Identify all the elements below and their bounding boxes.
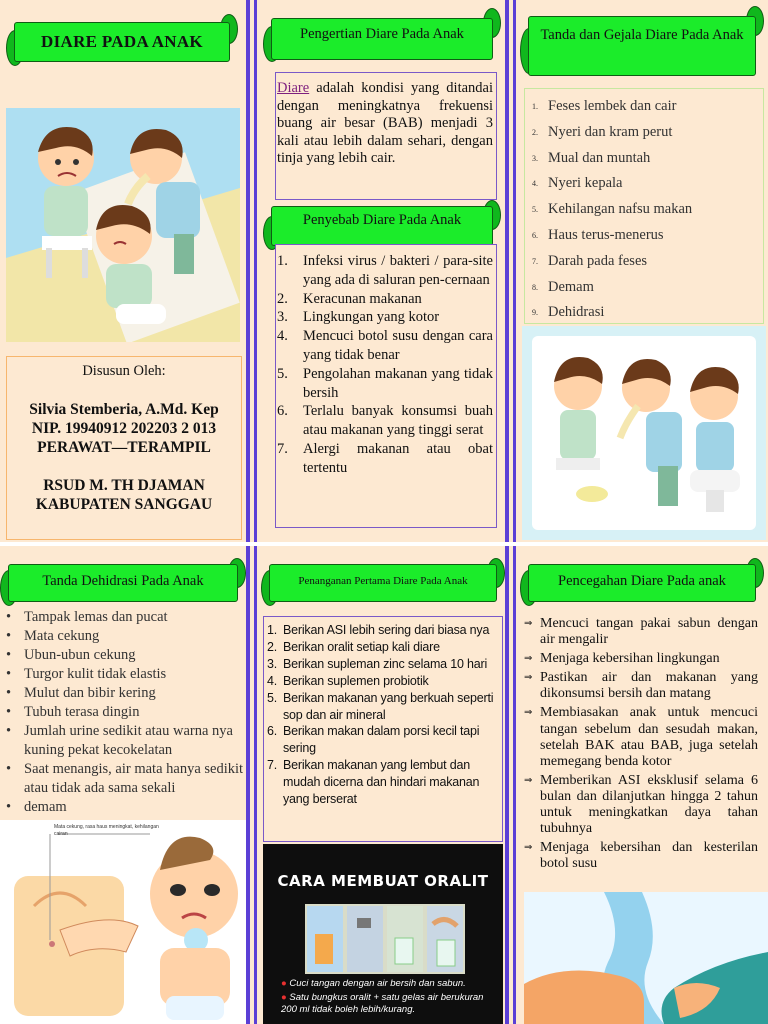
definition-title: Pengertian Diare Pada Anak xyxy=(300,26,464,42)
panel-definition-causes xyxy=(257,0,505,542)
panel-dehydration xyxy=(0,546,246,1024)
list-item: • Saat menangis, air mata hanya sedikit atau tidak ada sama sekali xyxy=(6,761,244,796)
cover-title: DIARE PADA ANAK xyxy=(41,32,203,51)
dehydration-illustration xyxy=(0,820,246,1024)
list-item: 7. Darah pada feses xyxy=(532,252,648,269)
list-item: 5. Berikan makanan yang berkuah seperti sop dan air mineral xyxy=(267,690,494,722)
red-bullet-icon: ● xyxy=(281,992,287,1003)
first-aid-list xyxy=(267,622,499,808)
list-item: ⇒ Memberikan ASI eksklusif selama 6 bulan dan dilanjutkan hingga 2 tahun untuk meningkatkan daya tahan tubuhnya xyxy=(524,772,758,837)
list-item: 1. Feses lembek dan cair xyxy=(532,98,677,114)
symptom-illustration xyxy=(522,326,766,540)
list-item: 2. Nyeri dan kram perut xyxy=(532,123,673,140)
first-aid-title-ribbon xyxy=(261,556,505,612)
definition-text xyxy=(277,80,493,168)
dehydration-title-ribbon xyxy=(0,556,246,612)
column-divider-1 xyxy=(246,0,250,1024)
list-item: 8. Demam xyxy=(532,278,594,295)
list-item: 2. Keracunan makanan xyxy=(277,290,422,307)
red-bullet-icon: ● xyxy=(281,978,287,989)
author-name: Silvia Stemberia, A.Md. Kep xyxy=(29,401,219,418)
list-item: 4. Nyeri kepala xyxy=(532,175,623,192)
list-item: • Tampak lemas dan pucat xyxy=(6,609,168,625)
symptom-title-ribbon xyxy=(520,4,764,88)
list-item: • demam xyxy=(6,799,67,815)
diare-link[interactable]: Diare xyxy=(277,80,310,96)
panel-first-aid xyxy=(257,546,505,1024)
arrow-icon: ⇒ xyxy=(524,618,533,629)
list-item: 4. Berikan suplemen probiotik xyxy=(267,673,429,688)
list-item: 5. Kehilangan nafsu makan xyxy=(532,201,693,218)
list-item: 3. Lingkungan yang kotor xyxy=(277,309,440,326)
list-item: 7. Alergi makanan atau obat tertentu xyxy=(277,440,493,476)
list-item: • Turgor kulit tidak elastis xyxy=(6,666,167,682)
oralit-poster xyxy=(263,844,503,1024)
oralit-photos xyxy=(305,904,465,974)
list-item: • Jumlah urine sedikit atau warna nya kuning pekat kecokelatan xyxy=(6,723,233,758)
list-item: 6. Haus terus-menerus xyxy=(532,226,664,243)
list-item: ⇒ Mencuci tangan pakai sabun dengan air mengalir xyxy=(524,616,758,648)
composed-by-label: Disusun Oleh: xyxy=(82,363,166,379)
handwashing-illustration xyxy=(524,892,768,1024)
arrow-icon: ⇒ xyxy=(524,707,533,719)
list-item: 3. Mual dan muntah xyxy=(532,149,651,166)
list-item: 9. Dehidrasi xyxy=(532,304,605,321)
prevention-list xyxy=(524,616,758,872)
list-item: 4. Mencuci botol susu dengan cara yang tidak benar xyxy=(277,328,493,363)
oralit-title: CARA MEMBUAT ORALIT xyxy=(277,872,489,890)
first-aid-title: Penanganan Pertama Diare Pada Anak xyxy=(298,575,468,587)
list-item: • Mata cekung xyxy=(6,628,100,644)
cause-title: Penyebab Diare Pada Anak xyxy=(302,212,462,228)
list-item: 5. Pengolahan makanan yang tidak bersih xyxy=(277,365,493,401)
list-item: 6. Berikan makan dalam porsi kecil tapi sering xyxy=(267,724,480,756)
author-nip: NIP. 19940912 202203 2 013 xyxy=(31,420,217,437)
panel-symptoms xyxy=(516,0,768,542)
arrow-icon: ⇒ xyxy=(524,653,533,665)
list-item: ⇒ Menjaga kebersihan dan kesterilan botol susu xyxy=(524,840,758,872)
list-item: ⇒ Pastikan air dan makanan yang dikonsumsi bersih dan matang xyxy=(524,670,758,702)
author-role: PERAWAT—TERAMPIL xyxy=(37,439,211,456)
arrow-icon: ⇒ xyxy=(524,774,533,786)
panel-cover xyxy=(0,0,246,542)
dehydration-title: Tanda Dehidrasi Pada Anak xyxy=(42,573,204,589)
symptom-list xyxy=(532,94,758,326)
dehydration-list xyxy=(6,608,246,817)
cover-title-ribbon xyxy=(6,12,238,72)
arrow-icon: ⇒ xyxy=(524,842,533,854)
list-item: 2. Berikan oralit setiap kali diare xyxy=(267,639,440,654)
list-item: ⇒ Menjaga kebersihan lingkungan xyxy=(524,651,720,667)
symptom-title: Tanda dan Gejala Diare Pada Anak xyxy=(540,27,744,43)
list-item: 7. Berikan makanan yang lembut dan mudah dicerna dan hindari makanan yang berserat xyxy=(267,758,480,807)
prevention-title-ribbon xyxy=(520,556,764,612)
list-item: 1. Infeksi virus / bakteri / para-site yang ada di saluran pen-cernaan xyxy=(277,253,493,288)
oralit-step-1: ● Cuci tangan dengan air bersih dan sabun. xyxy=(281,978,466,989)
list-item: 3. Berikan supleman zinc selama 10 hari xyxy=(267,656,488,671)
panel-prevention xyxy=(516,546,768,1024)
regency-name: KABUPATEN SANGGAU xyxy=(35,496,213,513)
column-divider-3 xyxy=(505,0,509,1024)
hospital-name: RSUD M. TH DJAMAN xyxy=(43,477,205,494)
list-item: 6. Terlalu banyak konsumsi buah atau makanan yang tinggi serat xyxy=(277,403,493,439)
definition-title-ribbon xyxy=(263,6,501,70)
cause-list xyxy=(277,252,493,478)
sick-children-illustration xyxy=(6,108,240,342)
list-item: • Tubuh terasa dingin xyxy=(6,704,140,720)
oralit-step-2: ● Satu bungkus oralit + satu gelas air berukuran 200 ml tidak boleh lebih/kurang. xyxy=(281,992,484,1015)
illustration-caption: Mata cekung, rasa haus meningkat, kehilangan cairan xyxy=(54,824,159,837)
list-item: 1. Berikan ASI lebih sering dari biasa nya xyxy=(267,623,490,637)
definition-body: adalah kondisi yang ditandai dengan meningkatnya frekuensi buang air besar (BAB) menjadi 3 kali atau lebih dalam sehari, dengan tinja yang lebih cair. xyxy=(277,80,493,167)
list-item: • Mulut dan bibir kering xyxy=(6,685,156,701)
list-item: ⇒ Membiasakan anak untuk mencuci tangan sebelum dan sesudah makan, setelah BAK atau BAB, juga setelah memegang benda kotor xyxy=(524,705,758,769)
arrow-icon: ⇒ xyxy=(524,672,533,684)
prevention-title: Pencegahan Diare Pada anak xyxy=(558,573,726,589)
list-item: • Ubun-ubun cekung xyxy=(6,647,136,663)
